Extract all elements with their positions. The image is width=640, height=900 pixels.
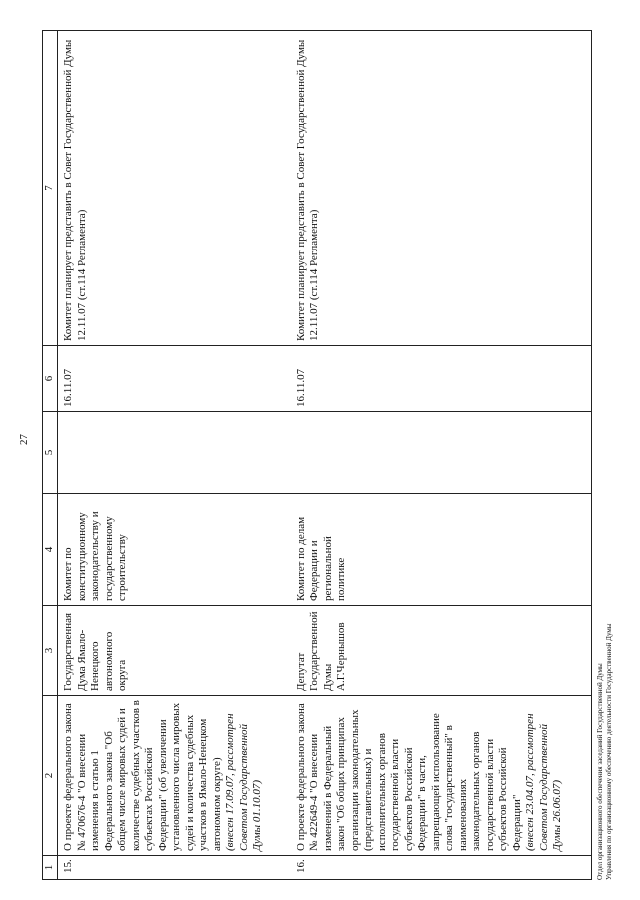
col-header-2: 2 (43, 696, 58, 856)
bill-date: 16.11.07 (58, 346, 291, 412)
row-number: 15. (58, 856, 291, 880)
bill-committee: Комитет по делам Федерации и региональной политике (291, 494, 592, 606)
bill-date: 16.11.07 (291, 346, 592, 412)
bill-note: (внесен 17.09.07, рассмотрен Советом Государственной Думы 01.10.07) (224, 713, 263, 851)
col-header-3: 3 (43, 606, 58, 696)
header-row (43, 31, 58, 880)
bill-note: (внесен 23.04.07, рассмотрен Советом Государственной Думы 26.06.07) (524, 713, 563, 851)
col-header-4: 4 (43, 494, 58, 606)
table-row (291, 31, 592, 880)
bill-initiator: Депутат Государственной Думы А.Г.Чернышов (291, 606, 592, 696)
bill-plan: Комитет планирует представить в Совет Государственной Думы 12.11.07 (ст.114 Регламента) (58, 31, 291, 346)
bills-table (42, 30, 592, 880)
col5-cell (58, 412, 291, 494)
bill-committee: Комитет по конституционному законодательству и государственному строительству (58, 494, 291, 606)
footer-line-1: Отдел организационного обеспечения заседаний Государственной Думы (596, 663, 604, 880)
table-row (58, 31, 291, 880)
bill-description (291, 696, 592, 856)
bill-title: О проекте федерального закона № 470676-4 "О внесении изменения в статью 1 Федерального закона "Об общем числе мировых судей и количестве судебных участков в субъектах Российской Федерации" (об увеличении установленного числа мировых судей и количества судебных участков в Ямало-Ненецком автономном округе) (62, 700, 223, 851)
col-header-1: 1 (43, 856, 58, 880)
footer-line-2: Управления по организационному обеспечению деятельности Государственной Думы (605, 623, 613, 880)
bill-initiator: Государственная Дума Ямало-Ненецкого автономного округа (58, 606, 291, 696)
col-header-6: 6 (43, 346, 58, 412)
footer (596, 560, 614, 880)
col-header-5: 5 (43, 412, 58, 494)
bill-title: О проекте федерального закона № 422649-4 "О внесении изменений в Федеральный закон "Об общих принципах организации законодательных (представительных) и исполнительных органов государственной власти субъектов Российской Федерации" в части, запрещающей использование слова "государственный" в наименованиях законодательных органов государственной власти субъектов Российской Федерации" (294, 703, 523, 851)
col5-cell (291, 412, 592, 494)
bill-description (58, 696, 291, 856)
document-table-container (42, 30, 598, 880)
page-number: 27 (18, 434, 30, 445)
row-number: 16. (291, 856, 592, 880)
col-header-7: 7 (43, 31, 58, 346)
bill-plan: Комитет планирует представить в Совет Государственной Думы 12.11.07 (ст.114 Регламента) (291, 31, 592, 346)
